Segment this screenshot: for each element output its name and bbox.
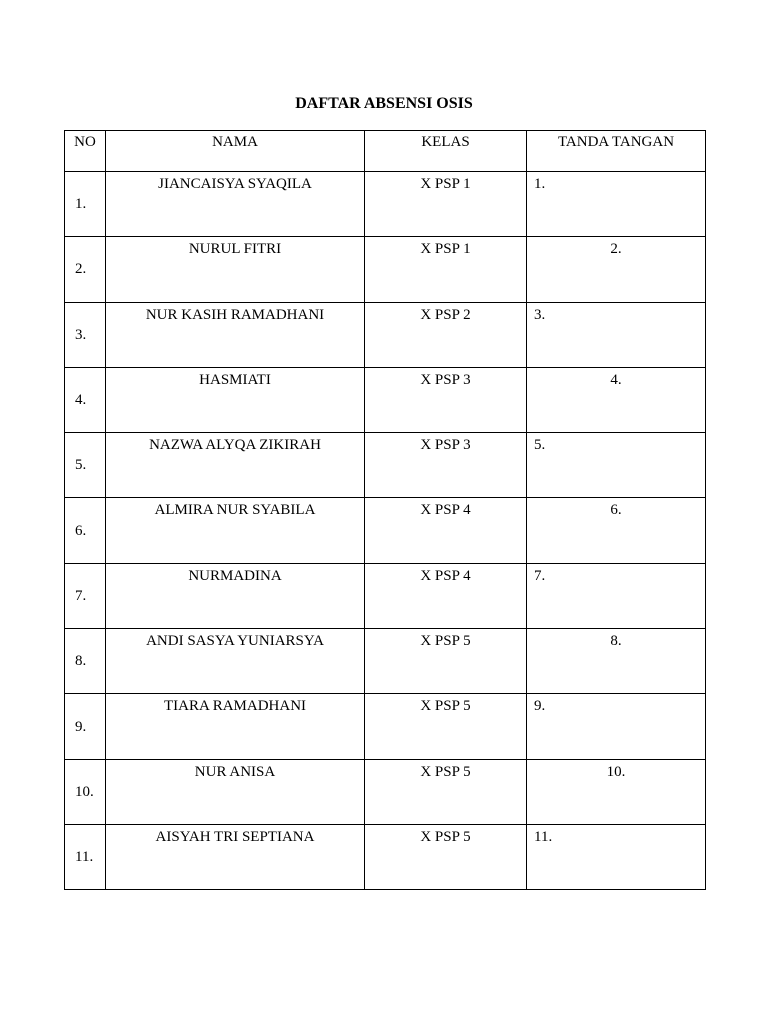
cell-no: 10. [65, 759, 106, 824]
cell-signature: 11. [527, 824, 706, 889]
page-title: DAFTAR ABSENSI OSIS [295, 95, 473, 112]
cell-name: ANDI SASYA YUNIARSYA [106, 629, 365, 694]
cell-signature: 10. [527, 759, 706, 824]
cell-signature: 4. [527, 367, 706, 432]
header-signature: TANDA TANGAN [527, 131, 706, 172]
cell-name: NUR ANISA [106, 759, 365, 824]
cell-signature: 6. [527, 498, 706, 563]
cell-class: X PSP 3 [365, 433, 527, 498]
table-row [65, 563, 706, 628]
cell-signature: 2. [527, 237, 706, 302]
cell-name: JIANCAISYA SYAQILA [106, 172, 365, 237]
table-row [65, 498, 706, 563]
cell-no: 8. [65, 629, 106, 694]
cell-name: HASMIATI [106, 367, 365, 432]
cell-name: NAZWA ALYQA ZIKIRAH [106, 433, 365, 498]
cell-no: 6. [65, 498, 106, 563]
cell-name: AISYAH TRI SEPTIANA [106, 824, 365, 889]
table-row [65, 694, 706, 759]
cell-no: 9. [65, 694, 106, 759]
header-name: NAMA [106, 131, 365, 172]
cell-name: NURMADINA [106, 563, 365, 628]
attendance-table [64, 130, 706, 890]
cell-no: 3. [65, 302, 106, 367]
table-row [65, 433, 706, 498]
cell-class: X PSP 4 [365, 563, 527, 628]
cell-name: NUR KASIH RAMADHANI [106, 302, 365, 367]
table-row [65, 824, 706, 889]
cell-class: X PSP 5 [365, 824, 527, 889]
cell-signature: 8. [527, 629, 706, 694]
cell-class: X PSP 1 [365, 172, 527, 237]
cell-class: X PSP 5 [365, 629, 527, 694]
cell-no: 4. [65, 367, 106, 432]
cell-signature: 3. [527, 302, 706, 367]
cell-signature: 5. [527, 433, 706, 498]
cell-name: NURUL FITRI [106, 237, 365, 302]
header-no: NO [65, 131, 106, 172]
table-row [65, 367, 706, 432]
cell-class: X PSP 1 [365, 237, 527, 302]
cell-class: X PSP 2 [365, 302, 527, 367]
header-class: KELAS [365, 131, 527, 172]
cell-name: TIARA RAMADHANI [106, 694, 365, 759]
cell-class: X PSP 4 [365, 498, 527, 563]
table-row [65, 302, 706, 367]
table-row [65, 237, 706, 302]
cell-class: X PSP 3 [365, 367, 527, 432]
cell-no: 2. [65, 237, 106, 302]
table-body [65, 172, 706, 890]
cell-name: ALMIRA NUR SYABILA [106, 498, 365, 563]
cell-no: 11. [65, 824, 106, 889]
cell-signature: 9. [527, 694, 706, 759]
table-row [65, 172, 706, 237]
table-row [65, 629, 706, 694]
cell-signature: 1. [527, 172, 706, 237]
cell-no: 5. [65, 433, 106, 498]
table-header-row [65, 131, 706, 172]
cell-signature: 7. [527, 563, 706, 628]
cell-class: X PSP 5 [365, 694, 527, 759]
table-row [65, 759, 706, 824]
cell-class: X PSP 5 [365, 759, 527, 824]
cell-no: 7. [65, 563, 106, 628]
cell-no: 1. [65, 172, 106, 237]
